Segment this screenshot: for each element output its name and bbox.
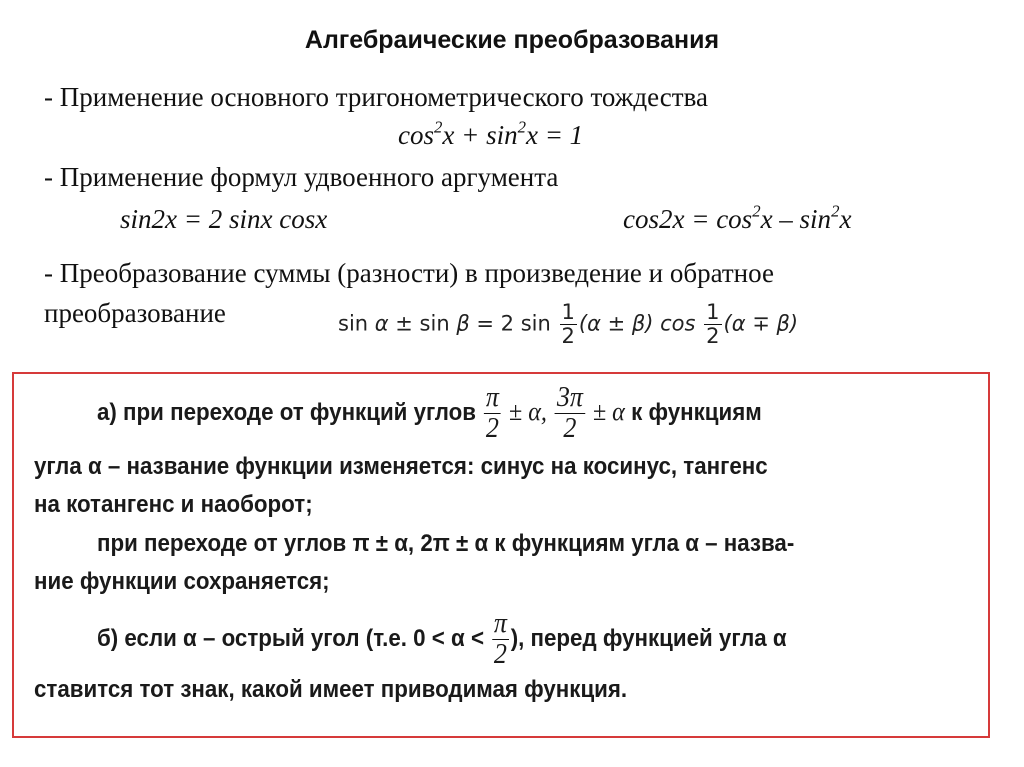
rule-b-tail: ), перед функцией угла α (510, 624, 787, 652)
fraction-pi-over-2-b (492, 610, 509, 669)
item-identity-heading: - Применение основного тригонометрического тождества (44, 82, 708, 112)
fraction-half-1 (560, 302, 577, 347)
rule-b-text: б) если α – острый угол (т.е. 0 < α < (97, 624, 484, 652)
pi-den: 2 (485, 413, 499, 444)
rule-line-3: на котангенс и наоборот; (34, 491, 313, 518)
rule-a-line (97, 384, 762, 443)
rule-a-text: а) при переходе от функций углов (97, 398, 476, 426)
fraction-3pi-over-2 (555, 384, 585, 443)
pi-num: π (485, 382, 499, 413)
pi-b-den: 2 (493, 639, 507, 670)
rule-a-tail: к функциям (631, 398, 762, 426)
rule-line-7: ставится тот знак, какой имеет приводимая функция. (34, 676, 628, 703)
cos2x-formula (623, 201, 852, 235)
identity-formula (398, 117, 584, 151)
identity-exp1: 2 (434, 117, 443, 137)
rule-line-2: угла α – название функции изменяется: синус на косинус, тангенс (34, 453, 768, 480)
sin2x-formula: sin2x = 2 sinx cosx (120, 204, 328, 234)
rule-b-line (97, 610, 787, 669)
cos2x-a: cos2x = cos (623, 204, 753, 234)
fraction-pi-over-2 (484, 384, 501, 443)
rule-line-4: при переходе от углов π ± α, 2π ± α к функциям угла α – назва- (97, 530, 795, 557)
sum-paren2: (α ∓ β) (723, 311, 799, 336)
rule-line-5: ние функции сохраняется; (34, 568, 330, 595)
cos2x-c: x (839, 204, 852, 234)
item-double-angle-heading: - Применение формул удвоенного аргумента (44, 162, 559, 192)
cos2x-exp2: 2 (831, 201, 840, 221)
identity-cos: cos (398, 120, 434, 150)
sum-left: sin (338, 311, 375, 336)
fraction-half-2 (704, 302, 721, 347)
sum-alpha: α (374, 311, 389, 336)
sum-pm: ± sin (388, 311, 457, 336)
cos2x-exp1: 2 (752, 201, 761, 221)
identity-end: x = 1 (525, 120, 584, 150)
threepi-den: 2 (563, 413, 577, 444)
item-sum-product-heading: - Преобразование суммы (разности) в произведение и обратное (44, 258, 774, 288)
rule-a-pm2: ± α (592, 396, 625, 426)
pi-b-num: π (493, 608, 507, 639)
cos2x-b: x – sin (760, 204, 832, 234)
rule-a-pm1: ± α, (508, 396, 547, 426)
frac2-den: 2 (706, 324, 720, 348)
sum-eq: = 2 sin (469, 311, 551, 336)
page-title: Алгебраические преобразования (304, 26, 720, 54)
sum-beta: β (456, 311, 470, 336)
frac1-den: 2 (561, 324, 575, 348)
sum-paren1: (α ± β) cos (578, 311, 696, 336)
identity-exp2: 2 (517, 117, 526, 137)
threepi-num: 3π (556, 382, 583, 413)
item-sum-product-heading-cont: преобразование (44, 298, 226, 328)
frac1-num: 1 (561, 300, 575, 324)
frac2-num: 1 (706, 300, 720, 324)
sum-to-product-formula (338, 302, 798, 347)
identity-mid: x + sin (442, 120, 518, 150)
